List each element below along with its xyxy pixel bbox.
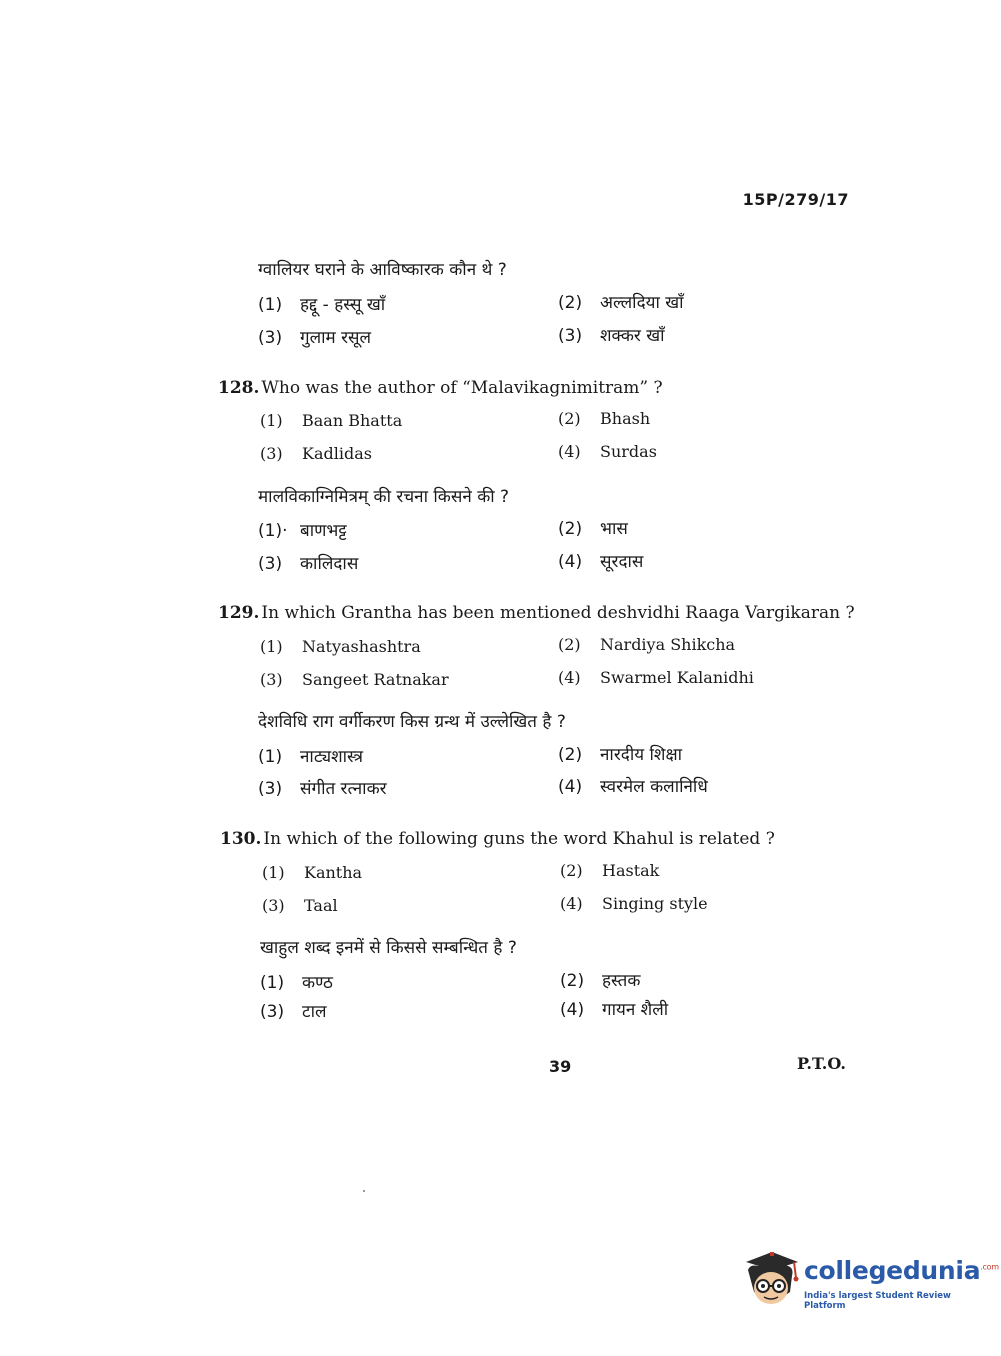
option: (4) स्वरमेल कलानिधि [558, 777, 708, 797]
question-hindi-text: खाहुल शब्द इनमें से किससे सम्बन्धित है ? [260, 938, 517, 958]
brand-tagline: India's largest Student Review Platform [804, 1291, 951, 1311]
option: (2) Nardiya Shikcha [558, 635, 736, 654]
option: (2) नारदीय शिक्षा [558, 745, 683, 765]
option: (4) Singing style [560, 894, 708, 913]
scan-speck [363, 1190, 365, 1192]
option: (3) शक्कर खाँ [558, 326, 665, 346]
question-english-text: 129. In which Grantha has been mentioned deshvidhi Raaga Vargikaran ? [218, 603, 855, 623]
paper-code: 15P/279/17 [742, 190, 849, 209]
option: (4) सूरदास [558, 552, 644, 572]
collegedunia-logo [742, 1248, 999, 1318]
option: (2) हस्तक [560, 971, 641, 991]
question-hindi-text: देशविधि राग वर्गीकरण किस ग्रन्थ में उल्लेखित है ? [258, 712, 566, 732]
option: (1) नाट्यशास्त्र [258, 747, 364, 767]
option: (1) Kantha [262, 863, 363, 882]
page-number: 39 [549, 1057, 572, 1076]
option: (1) Baan Bhatta [260, 411, 403, 430]
option: (3) संगीत रत्नाकर [258, 779, 387, 799]
brand-name: collegedunia$^{.com}$ [804, 1256, 999, 1285]
option: (4) गायन शैली [560, 1000, 669, 1020]
option: (3) Taal [262, 896, 338, 915]
option: (1) कण्ठ [260, 973, 333, 993]
option: (2) Bhash [558, 409, 651, 428]
option: (1)· बाणभट्ट [258, 521, 347, 541]
option: (1) Natyashashtra [260, 637, 421, 656]
mascot-icon [742, 1248, 802, 1318]
pto-label: P.T.O. [797, 1054, 846, 1073]
option: (2) भास [558, 519, 628, 539]
option: (3) Sangeet Ratnakar [260, 670, 449, 689]
option: (3) Kadlidas [260, 444, 372, 463]
question-hindi-text: मालविकाग्निमित्रम् की रचना किसने की ? [258, 487, 510, 507]
question-number: 129. [218, 603, 260, 623]
option: (2) Hastak [560, 861, 660, 880]
question-hindi-text: ग्वालियर घराने के आविष्कारक कौन थे ? [258, 260, 507, 280]
option: (4) Swarmel Kalanidhi [558, 668, 754, 687]
question-number: 128. [218, 378, 260, 398]
question-number: 130. [220, 829, 262, 849]
option: (3) कालिदास [258, 554, 359, 574]
option: (3) गुलाम रसूल [258, 328, 372, 348]
question-english-text: 130. In which of the following guns the word Khahul is related ? [220, 829, 775, 849]
option: (3) टाल [260, 1002, 327, 1022]
option: (2) अल्लदिया खाँ [558, 293, 684, 313]
question-english-text: 128. Who was the author of “Malavikagnimitram” ? [218, 378, 663, 398]
option: (1) हद्दू - हस्सू खाँ [258, 295, 386, 315]
option: (4) Surdas [558, 442, 657, 461]
